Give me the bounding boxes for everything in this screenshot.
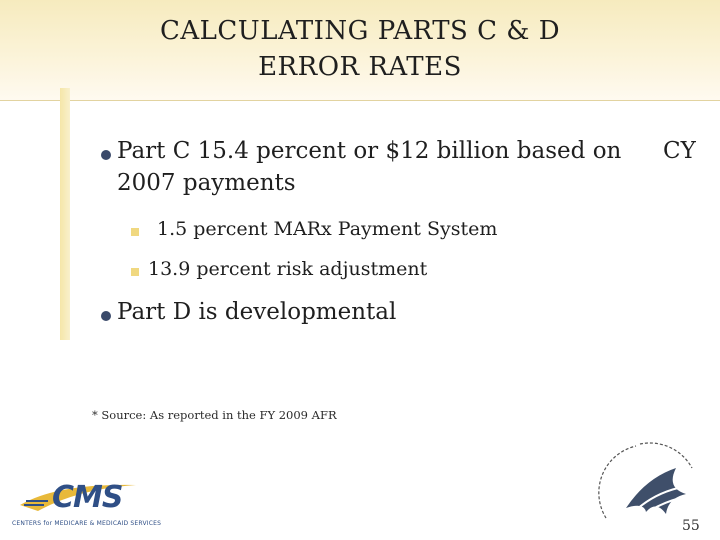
bullet-1-line-1: Part C 15.4 percent or $12 billion based on: [117, 138, 622, 164]
source-note: * Source: As reported in the FY 2009 AFR: [92, 408, 337, 422]
subbullet-1: 1.5 percent MARx Payment System: [157, 218, 498, 240]
slide-title-line-2: ERROR RATES: [258, 52, 462, 82]
cms-logo-text: CMS: [52, 480, 123, 515]
slide-title-line-1: CALCULATING PARTS C & D: [159, 16, 561, 46]
bullet-dot-icon: [101, 311, 111, 321]
accent-bar: [60, 88, 70, 340]
bullet-2-line-1: Part D is developmental: [117, 299, 397, 325]
bullet-1-line-2: 2007 payments: [117, 170, 296, 196]
hhs-eagle-seal-icon: [596, 438, 706, 530]
subbullet-square-icon: [131, 228, 139, 236]
bullet-1-tail: CY: [663, 138, 696, 164]
cms-logo-subtext: CENTERS for MEDICARE & MEDICAID SERVICES: [12, 520, 162, 527]
subbullet-square-icon: [131, 268, 139, 276]
subbullet-2: 13.9 percent risk adjustment: [148, 258, 428, 280]
bullet-dot-icon: [101, 150, 111, 160]
page-number: 55: [682, 518, 700, 534]
